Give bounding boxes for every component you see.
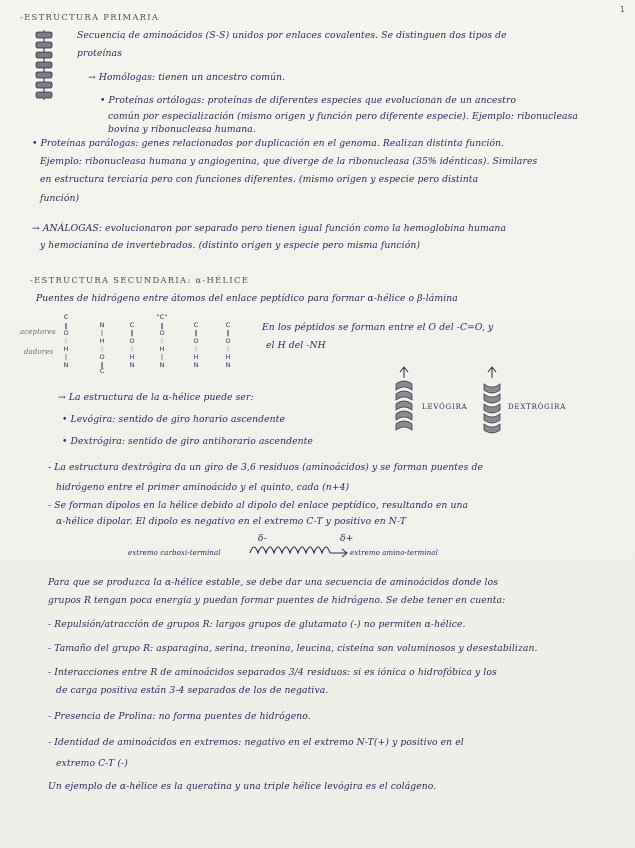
- stable-helix-line-2: grupos R tengan poca energía y puedan formar puentes de hidrógeno. Se debe tener en cuenta:: [48, 595, 506, 606]
- dextrogira-label: DEXTRÓGIRA: [508, 403, 567, 411]
- svg-text:N: N: [193, 361, 199, 369]
- levogira-helix-icon: [392, 366, 416, 436]
- heading-primary-structure: -ESTRUCTURA PRIMARIA: [20, 12, 160, 22]
- svg-text:|: |: [64, 353, 68, 361]
- analogas-line-1: → ANÁLOGAS: evolucionaron por separado pero tienen igual función como la hemoglobina humana: [32, 223, 507, 234]
- homologas-line: → Homólogas: tienen un ancestro común.: [88, 72, 286, 83]
- levogira-definition: • Levógira: sentido de giro horario ascendente: [62, 414, 285, 425]
- rule-interactions-line-2: de carga positiva están 3-4 separados de los de negativa.: [56, 685, 329, 696]
- svg-text:⋮: ⋮: [192, 345, 200, 353]
- acceptors-label: aceptores: [20, 328, 56, 336]
- paralogas-line-4: función): [40, 193, 80, 204]
- svg-text:H: H: [99, 337, 105, 345]
- peptide-column-5: [193, 321, 200, 369]
- dextrogira-helix-icon: [480, 366, 504, 436]
- primary-intro-line-1: Secuencia de aminoácidos (S-S) unidos por enlaces covalentes. Se distinguen dos tipos de: [77, 30, 507, 41]
- svg-text:H: H: [63, 345, 69, 353]
- delta-minus-label: δ-: [258, 533, 267, 544]
- svg-text:N: N: [159, 361, 165, 369]
- page-number: 1: [619, 5, 625, 14]
- svg-text:‖: ‖: [130, 329, 134, 337]
- peptide-note-line-2: el H del -NH: [266, 340, 326, 351]
- peptide-bond-columns-diagram: [58, 313, 238, 373]
- stable-helix-line-1: Para que se produzca la α-hélice estable, se debe dar una secuencia de aminoácidos donde los: [48, 577, 499, 588]
- extremo-amino-terminal-label: extremo amino-terminal: [350, 549, 438, 557]
- svg-text:N: N: [129, 361, 135, 369]
- svg-text:H: H: [159, 345, 165, 353]
- svg-text:‖: ‖: [64, 322, 68, 330]
- hydrogen-bridges-line: Puentes de hidrógeno entre átomos del enlace peptídico para formar α-hélice o β-lámina: [36, 293, 458, 304]
- dipole-helix-diagram: [248, 541, 352, 559]
- svg-text:C: C: [225, 321, 231, 329]
- delta-plus-label: δ+: [340, 533, 354, 544]
- svg-text:‖: ‖: [226, 329, 230, 337]
- rule-r-group-size: - Tamaño del grupo R: asparagina, serina, treonina, leucina, cisteína son voluminosos y desestabilizan.: [48, 643, 538, 654]
- peptide-column-2: [99, 321, 106, 373]
- svg-text:O: O: [63, 329, 69, 337]
- svg-text:O: O: [129, 337, 135, 345]
- peptide-column-4: [157, 313, 168, 369]
- svg-text:H: H: [129, 353, 135, 361]
- levogira-label: LEVÓGIRA: [422, 403, 468, 411]
- svg-text:C: C: [129, 321, 135, 329]
- paralogas-line-2: Ejemplo: ribonucleasa humana y angiogenina, que diverge de la ribonucleasa (35% idénticas). Similares: [40, 156, 538, 167]
- ortologas-line-3: bovina y ribonucleasa humana.: [108, 124, 256, 135]
- rule-terminal-identity-line-2: extremo C-T (-): [56, 758, 128, 769]
- svg-text:⋮: ⋮: [98, 345, 106, 353]
- helix-types-intro: → La estructura de la α-hélice puede ser:: [58, 392, 254, 403]
- donors-label: dadores: [24, 348, 54, 356]
- amino-acid-chain-icon: [34, 30, 54, 100]
- svg-text:C: C: [63, 313, 69, 321]
- svg-text:N: N: [225, 361, 231, 369]
- svg-text:C: C: [193, 321, 199, 329]
- rule-proline: - Presencia de Prolina: no forma puentes de hidrógeno.: [48, 711, 311, 722]
- svg-text:⋮: ⋮: [62, 337, 70, 345]
- paralogas-line-3: en estructura terciaria pero con funciones diferentes. (mismo origen y especie pero distinta: [40, 174, 479, 185]
- svg-text:⋮: ⋮: [224, 345, 232, 353]
- dipoles-line-2: α-hélice dipolar. El dipolo es negativo en el extremo C-T y positivo en N-T: [56, 516, 407, 527]
- dipoles-line-1: - Se forman dipolos en la hélice debido al dipolo del enlace peptídico, resultando en una: [48, 500, 469, 511]
- svg-text:⋮: ⋮: [158, 337, 166, 345]
- primary-intro-line-2: proteínas: [77, 48, 122, 59]
- rule-terminal-identity-line-1: - Identidad de aminoácidos en extremos: negativo en el extremo N-T(+) y positivo en el: [48, 737, 464, 748]
- svg-text:N: N: [99, 321, 105, 329]
- peptide-note-line-1: En los péptidos se forman entre el O del -C=O, y: [262, 322, 494, 333]
- svg-text:"C": "C": [156, 313, 168, 321]
- heading-secondary-structure: -ESTRUCTURA SECUNDARIA: α-HÉLICE: [30, 275, 250, 285]
- svg-text:O: O: [99, 353, 105, 361]
- svg-text:N: N: [63, 361, 69, 369]
- dextrogira-detail-line-2: hidrógeno entre el primer aminoácido y el quinto, cada (n+4): [56, 482, 350, 493]
- svg-text:|: |: [100, 329, 104, 337]
- svg-text:‖: ‖: [194, 329, 198, 337]
- dextrogira-definition: • Dextrógira: sentido de giro antihorario ascendente: [62, 436, 313, 447]
- extremo-carboxi-terminal-label: extremo carboxi-terminal: [128, 549, 221, 557]
- svg-text:H: H: [193, 353, 199, 361]
- svg-text:O: O: [193, 337, 199, 345]
- rule-repulsion: - Repulsión/atracción de grupos R: largos grupos de glutamato (-) no permiten α-hélice.: [48, 619, 466, 630]
- svg-text:O: O: [225, 337, 231, 345]
- keratin-collagen-example: Un ejemplo de α-hélice es la queratina y una triple hélice levógira es el colágeno.: [48, 781, 437, 792]
- svg-text:H: H: [225, 353, 231, 361]
- paralogas-line-1: • Proteínas parálogas: genes relacionados por duplicación en el genoma. Realizan distinta función.: [32, 138, 505, 149]
- svg-text:C: C: [99, 367, 105, 373]
- peptide-column-3: [129, 321, 136, 369]
- analogas-line-2: y hemocianina de invertebrados. (distinto origen y especie pero misma función): [40, 240, 421, 251]
- svg-text:⋮: ⋮: [128, 345, 136, 353]
- svg-text:‖: ‖: [160, 322, 164, 330]
- peptide-column-6: [225, 321, 232, 369]
- peptide-column-1: [63, 313, 70, 369]
- svg-text:‖: ‖: [100, 361, 104, 369]
- ortologas-line-1: • Proteínas ortólogas: proteínas de diferentes especies que evolucionan de un ancestro: [100, 95, 517, 106]
- svg-text:|: |: [160, 353, 164, 361]
- rule-interactions-line-1: - Interacciones entre R de aminoácidos separados 3/4 residuos: si es iónica o hidrofóbica y los: [48, 667, 497, 678]
- svg-text:O: O: [159, 329, 165, 337]
- dextrogira-detail-line-1: - La estructura dextrógira da un giro de 3,6 residuos (aminoácidos) y se forman puentes de: [48, 462, 483, 473]
- ortologas-line-2: común por especialización (mismo origen y función pero diferente especie). Ejemplo: ribonucleasa: [108, 111, 578, 122]
